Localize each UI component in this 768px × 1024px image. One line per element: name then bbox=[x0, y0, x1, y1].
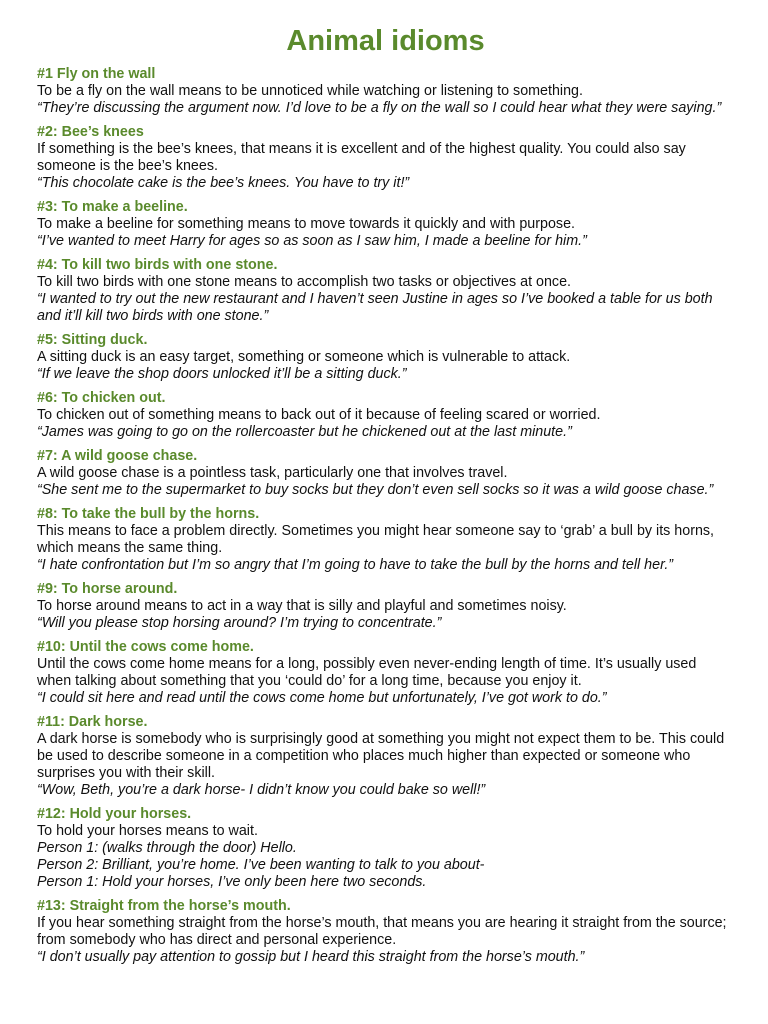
idiom-definition: If something is the bee’s knees, that means it is excellent and of the highest quality. You could also say someone is the bee’s knees. bbox=[37, 141, 686, 174]
idiom-heading: #11: Dark horse. bbox=[37, 714, 148, 730]
idiom-heading: #6: To chicken out. bbox=[37, 390, 166, 406]
idiom-heading: #2: Bee’s knees bbox=[37, 124, 144, 140]
idiom-definition: A dark horse is somebody who is surprisingly good at something you might not expect them to be. This could be used to describe someone in a competition who places much higher than expected or someone who surprises you with their skill. bbox=[37, 731, 725, 781]
idiom-definition: To hold your horses means to wait. bbox=[37, 823, 258, 839]
idiom-entry bbox=[37, 257, 734, 325]
idiom-definition: To be a fly on the wall means to be unnoticed while watching or listening to something. bbox=[37, 83, 583, 99]
idiom-example: “I don’t usually pay attention to gossip but I heard this straight from the horse’s mouth.” bbox=[37, 949, 585, 965]
idiom-example: “I wanted to try out the new restaurant and I haven’t seen Justine in ages so I’ve booked a table for us both and it’ll kill two birds with one stone.” bbox=[37, 291, 713, 324]
idiom-example: “I’ve wanted to meet Harry for ages so as soon as I saw him, I made a beeline for him.” bbox=[37, 233, 587, 249]
idiom-heading: #10: Until the cows come home. bbox=[37, 639, 254, 655]
idiom-heading: #8: To take the bull by the horns. bbox=[37, 506, 260, 522]
idiom-entry bbox=[37, 639, 734, 707]
idiom-example: Person 1: (walks through the door) Hello. bbox=[37, 840, 297, 856]
idiom-definition: To make a beeline for something means to move towards it quickly and with purpose. bbox=[37, 216, 575, 232]
idiom-definition: If you hear something straight from the horse’s mouth, that means you are hearing it straight from the source; from somebody who has direct and personal experience. bbox=[37, 915, 727, 948]
idiom-example: “Will you please stop horsing around? I’m trying to concentrate.” bbox=[37, 615, 442, 631]
idiom-entry bbox=[37, 898, 734, 966]
idiom-heading: #3: To make a beeline. bbox=[37, 199, 188, 215]
idiom-definition: A sitting duck is an easy target, something or someone which is vulnerable to attack. bbox=[37, 349, 571, 365]
page-title: Animal idioms bbox=[286, 25, 485, 57]
idiom-list bbox=[37, 66, 734, 966]
idiom-heading: #13: Straight from the horse’s mouth. bbox=[37, 898, 291, 914]
idiom-entry bbox=[37, 714, 734, 799]
idiom-entry bbox=[37, 66, 734, 117]
idiom-example: “I could sit here and read until the cows come home but unfortunately, I’ve got work to do.” bbox=[37, 690, 607, 706]
idiom-example: “She sent me to the supermarket to buy socks but they don’t even sell socks so it was a wild goose chase.” bbox=[37, 482, 714, 498]
idiom-heading: #1 Fly on the wall bbox=[37, 66, 156, 82]
idiom-heading: #5: Sitting duck. bbox=[37, 332, 148, 348]
idiom-heading: #9: To horse around. bbox=[37, 581, 178, 597]
idiom-entry bbox=[37, 581, 734, 632]
idiom-entry bbox=[37, 332, 734, 383]
idiom-entry bbox=[37, 199, 734, 250]
idiom-definition: To horse around means to act in a way that is silly and playful and sometimes noisy. bbox=[37, 598, 567, 614]
idiom-entry bbox=[37, 506, 734, 574]
idiom-example: Person 2: Brilliant, you’re home. I’ve been wanting to talk to you about- bbox=[37, 857, 485, 873]
idiom-example: Person 1: Hold your horses, I’ve only been here two seconds. bbox=[37, 874, 427, 890]
idiom-heading: #4: To kill two birds with one stone. bbox=[37, 257, 278, 273]
idiom-example: “I hate confrontation but I’m so angry that I’m going to have to take the bull by the horns and tell her.” bbox=[37, 557, 674, 573]
idiom-example: “Wow, Beth, you’re a dark horse- I didn’t know you could bake so well!” bbox=[37, 782, 486, 798]
idiom-definition: To chicken out of something means to back out of it because of feeling scared or worried. bbox=[37, 407, 601, 423]
idiom-definition: Until the cows come home means for a long, possibly even never-ending length of time. It’s usually used when talking about something that you ‘could do’ for a long time, because you enjoy it. bbox=[37, 656, 697, 689]
idiom-heading: #12: Hold your horses. bbox=[37, 806, 192, 822]
idiom-example: “They’re discussing the argument now. I’d love to be a fly on the wall so I could hear what they were saying.” bbox=[37, 100, 722, 116]
idiom-entry bbox=[37, 448, 734, 499]
idiom-example: “If we leave the shop doors unlocked it’ll be a sitting duck.” bbox=[37, 366, 407, 382]
idiom-entry bbox=[37, 124, 734, 192]
idiom-heading: #7: A wild goose chase. bbox=[37, 448, 198, 464]
idiom-example: “James was going to go on the rollercoaster but he chickened out at the last minute.” bbox=[37, 424, 572, 440]
idiom-definition: This means to face a problem directly. Sometimes you might hear someone say to ‘grab’ a bull by its horns, which means the same thing. bbox=[37, 523, 715, 556]
idiom-example: “This chocolate cake is the bee’s knees. You have to try it!” bbox=[37, 175, 410, 191]
idiom-entry bbox=[37, 390, 734, 441]
idiom-entry bbox=[37, 806, 734, 891]
idiom-definition: A wild goose chase is a pointless task, particularly one that involves travel. bbox=[37, 465, 508, 481]
idiom-definition: To kill two birds with one stone means to accomplish two tasks or objectives at once. bbox=[37, 274, 571, 290]
